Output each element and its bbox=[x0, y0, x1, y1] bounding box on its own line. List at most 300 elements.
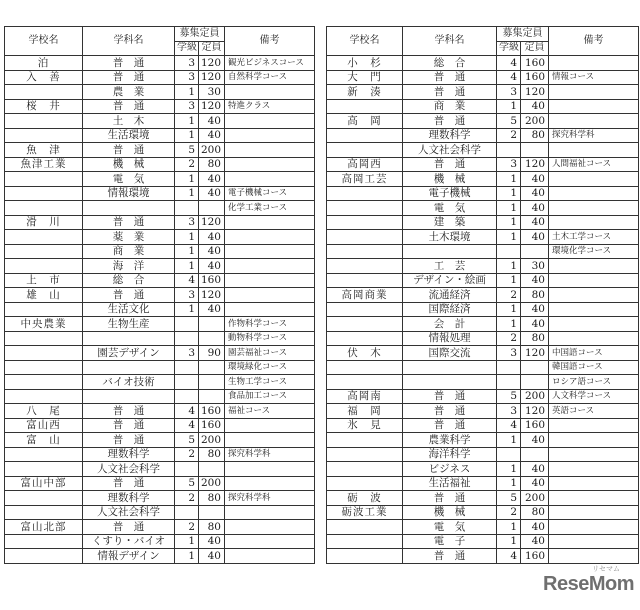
table-row bbox=[327, 172, 639, 187]
dept-cell bbox=[83, 331, 175, 346]
note-cell: 情報コース bbox=[549, 70, 639, 85]
capacity-cell: 40 bbox=[199, 259, 225, 274]
dept-cell: 園芸デザイン bbox=[83, 346, 175, 361]
capacity-cell: 40 bbox=[199, 230, 225, 245]
capacity-cell: 120 bbox=[521, 346, 549, 361]
school-cell: 富山西 bbox=[5, 418, 83, 433]
dept-cell: 普 通 bbox=[403, 157, 497, 172]
table-row bbox=[327, 404, 639, 419]
table-row bbox=[5, 418, 315, 433]
dept-cell: 普 通 bbox=[83, 433, 175, 448]
dept-cell: 農 業 bbox=[83, 85, 175, 100]
table-row bbox=[5, 85, 315, 100]
school-cell bbox=[5, 259, 83, 274]
resemom-logo: ReseMom bbox=[543, 573, 634, 595]
classes-cell: 2 bbox=[497, 505, 521, 520]
table-row bbox=[327, 201, 639, 216]
dept-cell: 会 計 bbox=[403, 317, 497, 332]
capacity-cell bbox=[199, 317, 225, 332]
school-cell bbox=[327, 273, 403, 288]
school-cell bbox=[5, 462, 83, 477]
table-row bbox=[327, 462, 639, 477]
classes-cell: 1 bbox=[497, 172, 521, 187]
table-row bbox=[5, 360, 315, 375]
dept-cell: 普 通 bbox=[403, 389, 497, 404]
classes-cell bbox=[497, 360, 521, 375]
classes-cell: 1 bbox=[497, 476, 521, 491]
classes-cell: 3 bbox=[497, 157, 521, 172]
classes-cell: 4 bbox=[175, 418, 199, 433]
note-cell: 韓国語コース bbox=[549, 360, 639, 375]
dept-cell: 普 通 bbox=[83, 99, 175, 114]
school-cell bbox=[5, 360, 83, 375]
classes-cell: 3 bbox=[497, 404, 521, 419]
dept-cell: 普 通 bbox=[83, 418, 175, 433]
school-cell bbox=[5, 505, 83, 520]
note-cell bbox=[225, 230, 315, 245]
table-row bbox=[5, 186, 315, 201]
table-row bbox=[327, 215, 639, 230]
table-row bbox=[5, 288, 315, 303]
school-cell: 砺 波 bbox=[327, 491, 403, 506]
dept-cell: 人文社会科学 bbox=[83, 505, 175, 520]
table-row bbox=[327, 346, 639, 361]
note-cell bbox=[225, 288, 315, 303]
school-cell: 泊 bbox=[5, 56, 83, 71]
classes-cell: 2 bbox=[497, 331, 521, 346]
classes-cell bbox=[497, 447, 521, 462]
table-row bbox=[327, 70, 639, 85]
capacity-cell bbox=[521, 360, 549, 375]
capacity-cell: 120 bbox=[521, 85, 549, 100]
note-cell bbox=[225, 462, 315, 477]
school-cell: 魚 津 bbox=[5, 143, 83, 158]
note-cell: 特進クラス bbox=[225, 99, 315, 114]
table-row bbox=[327, 360, 639, 375]
capacity-cell: 40 bbox=[199, 128, 225, 143]
note-cell: ロシア語コース bbox=[549, 375, 639, 390]
table-row bbox=[5, 172, 315, 187]
school-cell: 砺波工業 bbox=[327, 505, 403, 520]
table-row bbox=[327, 331, 639, 346]
table-row bbox=[5, 128, 315, 143]
classes-cell: 1 bbox=[175, 128, 199, 143]
capacity-cell: 40 bbox=[521, 99, 549, 114]
dept-cell: 普 通 bbox=[83, 215, 175, 230]
table-row bbox=[5, 462, 315, 477]
note-cell bbox=[225, 172, 315, 187]
capacity-cell: 80 bbox=[521, 331, 549, 346]
table-row bbox=[5, 302, 315, 317]
capacity-cell: 200 bbox=[199, 433, 225, 448]
dept-cell: 普 通 bbox=[403, 404, 497, 419]
capacity-cell bbox=[199, 375, 225, 390]
table-row bbox=[5, 389, 315, 404]
classes-cell: 3 bbox=[497, 346, 521, 361]
table-row bbox=[327, 230, 639, 245]
left-admission-table bbox=[4, 26, 315, 564]
table-row bbox=[5, 346, 315, 361]
classes-cell: 1 bbox=[497, 99, 521, 114]
table-row bbox=[327, 549, 639, 564]
table-row bbox=[5, 56, 315, 71]
note-cell: 土木工学コース bbox=[549, 230, 639, 245]
note-cell: 人文科学コース bbox=[549, 389, 639, 404]
table-row bbox=[5, 244, 315, 259]
school-cell bbox=[327, 360, 403, 375]
table-row bbox=[327, 85, 639, 100]
capacity-cell: 40 bbox=[521, 317, 549, 332]
capacity-cell: 40 bbox=[521, 172, 549, 187]
capacity-cell: 40 bbox=[521, 433, 549, 448]
table-row bbox=[5, 491, 315, 506]
note-cell bbox=[225, 433, 315, 448]
classes-cell: 1 bbox=[497, 186, 521, 201]
note-cell: 作物科学コース bbox=[225, 317, 315, 332]
classes-cell: 2 bbox=[497, 288, 521, 303]
capacity-cell bbox=[199, 201, 225, 216]
table-row bbox=[327, 273, 639, 288]
school-cell bbox=[5, 230, 83, 245]
classes-cell: 3 bbox=[175, 99, 199, 114]
dept-cell: 機 械 bbox=[83, 157, 175, 172]
school-cell bbox=[5, 447, 83, 462]
school-cell bbox=[327, 447, 403, 462]
note-cell: 環境緑化コース bbox=[225, 360, 315, 375]
classes-cell bbox=[497, 375, 521, 390]
classes-cell: 4 bbox=[497, 70, 521, 85]
school-cell: 小 杉 bbox=[327, 56, 403, 71]
table-row bbox=[5, 331, 315, 346]
dept-cell: 機 械 bbox=[403, 172, 497, 187]
header-quota: 募集定員 bbox=[497, 27, 549, 42]
dept-cell: 電子機械 bbox=[403, 186, 497, 201]
classes-cell: 1 bbox=[175, 259, 199, 274]
note-cell: 福祉コース bbox=[225, 404, 315, 419]
school-cell: 上 市 bbox=[5, 273, 83, 288]
school-cell bbox=[327, 244, 403, 259]
dept-cell: 商 業 bbox=[83, 244, 175, 259]
school-cell bbox=[327, 549, 403, 564]
table-row bbox=[327, 447, 639, 462]
capacity-cell: 40 bbox=[199, 244, 225, 259]
school-cell bbox=[327, 462, 403, 477]
dept-cell: 普 通 bbox=[83, 476, 175, 491]
note-cell: 人間福祉コース bbox=[549, 157, 639, 172]
capacity-cell: 160 bbox=[199, 273, 225, 288]
school-cell bbox=[5, 85, 83, 100]
school-cell: 魚津工業 bbox=[5, 157, 83, 172]
capacity-cell bbox=[199, 505, 225, 520]
capacity-cell: 200 bbox=[521, 114, 549, 129]
note-cell bbox=[225, 128, 315, 143]
dept-cell: 普 通 bbox=[83, 404, 175, 419]
note-cell bbox=[225, 85, 315, 100]
table-row bbox=[327, 186, 639, 201]
dept-cell: 電 気 bbox=[403, 201, 497, 216]
capacity-cell: 80 bbox=[199, 447, 225, 462]
header-classes: 学級 bbox=[175, 41, 199, 56]
dept-cell: 総 合 bbox=[83, 273, 175, 288]
capacity-cell: 30 bbox=[521, 259, 549, 274]
note-cell: 探究科学科 bbox=[225, 491, 315, 506]
table-row bbox=[327, 288, 639, 303]
capacity-cell: 40 bbox=[521, 520, 549, 535]
school-cell: 高岡南 bbox=[327, 389, 403, 404]
table-row bbox=[5, 534, 315, 549]
capacity-cell: 200 bbox=[521, 389, 549, 404]
classes-cell: 1 bbox=[497, 302, 521, 317]
school-cell: 新 湊 bbox=[327, 85, 403, 100]
capacity-cell: 40 bbox=[521, 534, 549, 549]
classes-cell: 2 bbox=[175, 157, 199, 172]
school-cell: 氷 見 bbox=[327, 418, 403, 433]
capacity-cell: 120 bbox=[199, 215, 225, 230]
capacity-cell bbox=[521, 375, 549, 390]
note-cell bbox=[549, 114, 639, 129]
header-capacity: 定員 bbox=[521, 41, 549, 56]
capacity-cell: 120 bbox=[521, 404, 549, 419]
dept-cell: 生活環境 bbox=[83, 128, 175, 143]
note-cell bbox=[549, 433, 639, 448]
note-cell bbox=[225, 114, 315, 129]
note-cell bbox=[549, 462, 639, 477]
school-cell bbox=[327, 99, 403, 114]
table-row bbox=[327, 317, 639, 332]
dept-cell: 普 通 bbox=[83, 56, 175, 71]
classes-cell: 3 bbox=[175, 288, 199, 303]
school-cell: 桜 井 bbox=[5, 99, 83, 114]
note-cell bbox=[225, 549, 315, 564]
dept-cell: 海 洋 bbox=[83, 259, 175, 274]
dept-cell: 建 築 bbox=[403, 215, 497, 230]
classes-cell: 5 bbox=[497, 389, 521, 404]
dept-cell bbox=[403, 360, 497, 375]
dept-cell: 理数科学 bbox=[403, 128, 497, 143]
note-cell bbox=[225, 505, 315, 520]
classes-cell bbox=[175, 331, 199, 346]
note-cell bbox=[549, 476, 639, 491]
school-cell bbox=[5, 114, 83, 129]
note-cell bbox=[549, 520, 639, 535]
dept-cell: 普 通 bbox=[403, 114, 497, 129]
classes-cell: 3 bbox=[175, 346, 199, 361]
classes-cell: 5 bbox=[175, 433, 199, 448]
table-row bbox=[5, 375, 315, 390]
dept-cell: くすり・バイオ bbox=[83, 534, 175, 549]
school-cell: 高岡西 bbox=[327, 157, 403, 172]
classes-cell: 5 bbox=[175, 143, 199, 158]
school-cell bbox=[5, 375, 83, 390]
classes-cell: 1 bbox=[497, 433, 521, 448]
classes-cell: 1 bbox=[175, 302, 199, 317]
classes-cell bbox=[175, 505, 199, 520]
logo-subtitle: リセマム bbox=[592, 566, 620, 573]
dept-cell: 人文社会科学 bbox=[403, 143, 497, 158]
note-cell bbox=[549, 186, 639, 201]
capacity-cell: 200 bbox=[521, 491, 549, 506]
capacity-cell: 40 bbox=[521, 215, 549, 230]
capacity-cell: 40 bbox=[199, 172, 225, 187]
dept-cell: 普 通 bbox=[83, 288, 175, 303]
school-cell bbox=[327, 201, 403, 216]
dept-cell bbox=[83, 360, 175, 375]
table-row bbox=[5, 201, 315, 216]
school-cell bbox=[5, 302, 83, 317]
capacity-cell bbox=[199, 331, 225, 346]
school-cell: 中央農業 bbox=[5, 317, 83, 332]
classes-cell: 2 bbox=[497, 128, 521, 143]
capacity-cell: 40 bbox=[521, 186, 549, 201]
classes-cell: 5 bbox=[497, 491, 521, 506]
note-cell: 園芸福祉コース bbox=[225, 346, 315, 361]
classes-cell: 1 bbox=[497, 215, 521, 230]
table-row bbox=[327, 99, 639, 114]
school-cell: 富 山 bbox=[5, 433, 83, 448]
school-cell bbox=[327, 186, 403, 201]
dept-cell: 生活福祉 bbox=[403, 476, 497, 491]
capacity-cell: 160 bbox=[521, 418, 549, 433]
right-admission-table bbox=[326, 26, 639, 564]
capacity-cell bbox=[521, 244, 549, 259]
table-row bbox=[5, 433, 315, 448]
table-row bbox=[327, 114, 639, 129]
school-cell bbox=[5, 491, 83, 506]
classes-cell: 1 bbox=[175, 114, 199, 129]
header-school: 学校名 bbox=[327, 27, 403, 56]
table-row bbox=[327, 128, 639, 143]
capacity-cell: 40 bbox=[521, 201, 549, 216]
school-cell: 高岡商業 bbox=[327, 288, 403, 303]
note-cell bbox=[549, 491, 639, 506]
capacity-cell: 160 bbox=[521, 549, 549, 564]
classes-cell: 1 bbox=[497, 520, 521, 535]
school-cell: 入 善 bbox=[5, 70, 83, 85]
classes-cell: 1 bbox=[497, 317, 521, 332]
dept-cell: 薬 業 bbox=[83, 230, 175, 245]
school-cell bbox=[327, 143, 403, 158]
classes-cell: 4 bbox=[497, 418, 521, 433]
classes-cell: 1 bbox=[497, 259, 521, 274]
header-dept: 学科名 bbox=[83, 27, 175, 56]
capacity-cell: 80 bbox=[199, 520, 225, 535]
capacity-cell: 90 bbox=[199, 346, 225, 361]
capacity-cell: 30 bbox=[199, 85, 225, 100]
classes-cell: 1 bbox=[175, 172, 199, 187]
dept-cell: 普 通 bbox=[403, 549, 497, 564]
header-notes: 備考 bbox=[225, 27, 315, 56]
school-cell bbox=[327, 476, 403, 491]
note-cell bbox=[549, 85, 639, 100]
capacity-cell: 120 bbox=[199, 56, 225, 71]
note-cell bbox=[549, 273, 639, 288]
dept-cell: 電 気 bbox=[403, 520, 497, 535]
capacity-cell: 200 bbox=[199, 476, 225, 491]
school-cell bbox=[5, 549, 83, 564]
dept-cell: 国際経済 bbox=[403, 302, 497, 317]
table-row bbox=[327, 491, 639, 506]
capacity-cell: 120 bbox=[199, 288, 225, 303]
school-cell bbox=[327, 302, 403, 317]
note-cell bbox=[225, 520, 315, 535]
note-cell bbox=[225, 476, 315, 491]
dept-cell: 情報デザイン bbox=[83, 549, 175, 564]
classes-cell: 2 bbox=[175, 491, 199, 506]
note-cell bbox=[225, 273, 315, 288]
note-cell: 環境化学コース bbox=[549, 244, 639, 259]
school-cell bbox=[5, 244, 83, 259]
dept-cell: 機 械 bbox=[403, 505, 497, 520]
dept-cell: 工 芸 bbox=[403, 259, 497, 274]
dept-cell: デザイン・絵画 bbox=[403, 273, 497, 288]
note-cell bbox=[549, 549, 639, 564]
note-cell bbox=[225, 302, 315, 317]
dept-cell: 理数科学 bbox=[83, 491, 175, 506]
note-cell bbox=[549, 56, 639, 71]
table-row bbox=[5, 273, 315, 288]
note-cell: 生物工学コース bbox=[225, 375, 315, 390]
classes-cell: 1 bbox=[497, 201, 521, 216]
note-cell bbox=[225, 259, 315, 274]
classes-cell: 1 bbox=[497, 534, 521, 549]
capacity-cell: 80 bbox=[521, 505, 549, 520]
left-table-body bbox=[5, 56, 315, 564]
school-cell bbox=[5, 186, 83, 201]
table-row bbox=[5, 259, 315, 274]
dept-cell: 情報処理 bbox=[403, 331, 497, 346]
school-cell bbox=[5, 346, 83, 361]
school-cell: 伏 木 bbox=[327, 346, 403, 361]
dept-cell: 普 通 bbox=[403, 491, 497, 506]
capacity-cell: 40 bbox=[521, 273, 549, 288]
school-cell bbox=[327, 230, 403, 245]
dept-cell: 土木環境 bbox=[403, 230, 497, 245]
dept-cell: 流通経済 bbox=[403, 288, 497, 303]
header-quota: 募集定員 bbox=[175, 27, 225, 42]
note-cell bbox=[225, 215, 315, 230]
classes-cell: 1 bbox=[497, 462, 521, 477]
dept-cell bbox=[403, 375, 497, 390]
classes-cell: 1 bbox=[175, 549, 199, 564]
table-row bbox=[5, 114, 315, 129]
header-notes: 備考 bbox=[549, 27, 639, 56]
table-row bbox=[327, 520, 639, 535]
table-row bbox=[5, 549, 315, 564]
classes-cell: 1 bbox=[175, 244, 199, 259]
classes-cell bbox=[175, 201, 199, 216]
classes-cell: 2 bbox=[175, 447, 199, 462]
table-row bbox=[327, 244, 639, 259]
note-cell: 電子機械コース bbox=[225, 186, 315, 201]
school-cell: 富山中部 bbox=[5, 476, 83, 491]
note-cell bbox=[549, 215, 639, 230]
classes-cell: 4 bbox=[497, 56, 521, 71]
dept-cell: 生活文化 bbox=[83, 302, 175, 317]
capacity-cell: 160 bbox=[199, 404, 225, 419]
note-cell bbox=[225, 157, 315, 172]
dept-cell: 電 気 bbox=[83, 172, 175, 187]
classes-cell: 3 bbox=[497, 85, 521, 100]
school-cell: 八 尾 bbox=[5, 404, 83, 419]
note-cell: 英語コース bbox=[549, 404, 639, 419]
classes-cell: 1 bbox=[497, 230, 521, 245]
dept-cell: 海洋科学 bbox=[403, 447, 497, 462]
note-cell bbox=[549, 447, 639, 462]
capacity-cell: 40 bbox=[521, 230, 549, 245]
note-cell bbox=[549, 331, 639, 346]
school-cell bbox=[5, 201, 83, 216]
dept-cell: 国際交流 bbox=[403, 346, 497, 361]
